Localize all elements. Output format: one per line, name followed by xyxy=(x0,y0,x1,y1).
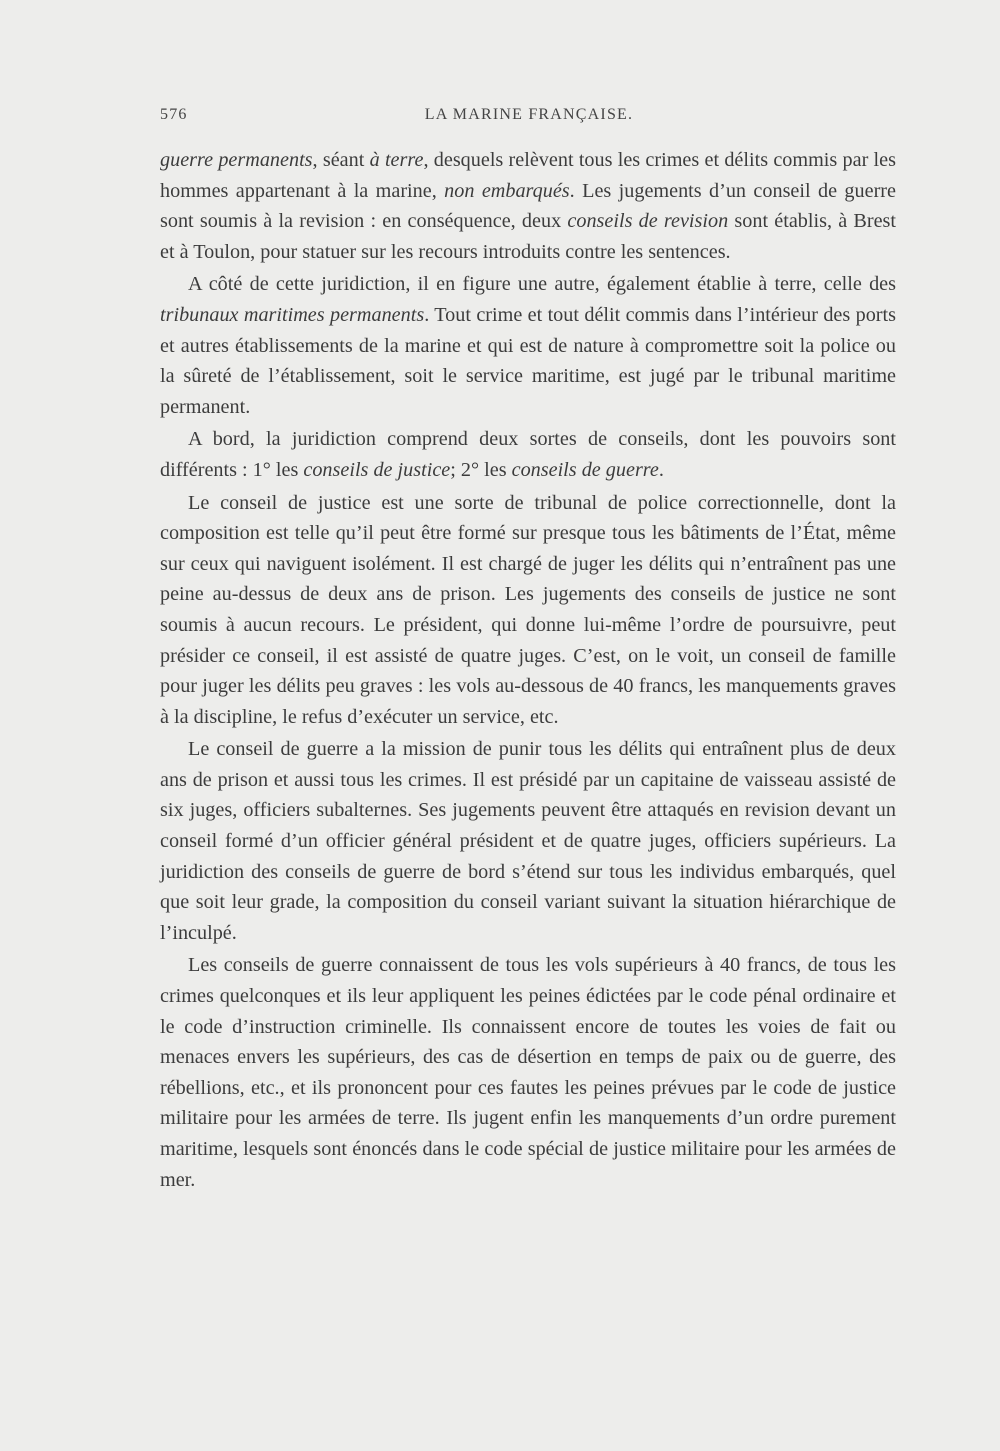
text-run: . xyxy=(658,458,664,481)
paragraph-6 xyxy=(160,950,896,1195)
italic-text: conseils de guerre xyxy=(511,458,659,481)
text-run: A côté de cette juridiction, il en figure une autre, également établie à terre, celle des xyxy=(188,273,896,296)
text-run: A bord, la juridiction comprend deux sortes de conseils, dont les pouvoirs sont différents : 1° les xyxy=(160,428,896,481)
text-run: sont établis, à Brest et à Toulon, pour statuer sur les recours introduits contre les sentences. xyxy=(160,210,896,263)
paragraph-4 xyxy=(160,488,896,733)
text-run: Le conseil de guerre a la mission de punir tous les délits qui entraînent plus de deux ans de prison et aussi tous les crimes. Il est présidé par un capitaine de vaisseau assisté de six juges, officiers subalternes. Ses jugements peuvent être attaqués en revision devant un conseil formé d’un officier général président et de quatre juges, officiers supérieurs. La juridiction des conseils de guerre de bord s’étend sur tous les individus embarqués, quel que soit leur grade, la composition du conseil variant suivant la situation hiérarchique de l’inculpé. xyxy=(160,738,896,944)
body-text xyxy=(160,145,896,1197)
italic-text: conseils de justice xyxy=(303,458,451,481)
paragraph-3 xyxy=(160,424,896,485)
text-run: , desquels relèvent tous les crimes et délits commis par les hommes appartenant à la marine, xyxy=(160,149,896,202)
text-run: . Les jugements d’un conseil de guerre sont soumis à la revision : en conséquence, deux xyxy=(160,179,896,233)
text-run: Le conseil de justice est une sorte de tribunal de police correctionnelle, dont la composition est telle qu’il peut être formé sur presque tous les bâtiments de l’État, même sur ceux qui naviguent isolément. Il est chargé de juger les délits qui n’entraînent pas une peine au-dessus de deux ans de prison. Les jugements des conseils de justice ne sont soumis à aucun recours. Le président, qui donne lui-même l’ordre de poursuivre, peut présider ce conseil, il est assisté de quatre juges. C’est, on le voit, un conseil de famille pour juger les délits peu graves : les vols au-dessous de 40 francs, les manquements graves à la discipline, le refus d’exécuter un service, etc. xyxy=(160,491,896,728)
text-run: . Tout crime et tout délit commis dans l’intérieur des ports et autres établissements de la marine et qui est de nature à compromettre soit la police ou la sûreté de l’établissement, soit le service maritime, est jugé par le tribunal maritime permanent. xyxy=(160,303,896,418)
page-number: 576 xyxy=(160,106,188,123)
italic-text: à terre xyxy=(369,149,424,171)
text-run: Les conseils de guerre connaissent de tous les vols supérieurs à 40 francs, de tous les crimes quelconques et ils leur appliquent les peines édictées par le code pénal ordinaire et le code d’instruction criminelle. Ils connaissent encore de toutes les voies de fait ou menaces envers les supérieurs, des cas de désertion en temps de paix ou de guerre, des rébellions, etc., et ils prononcent pour ces fautes les peines prévues par le code de justice militaire pour les armées de terre. Ils jugent enfin les manquements d’un ordre purement maritime, lesquels sont énoncés dans le code spécial de justice militaire pour les armées de mer. xyxy=(160,954,896,1191)
italic-text: non embarqués xyxy=(444,179,570,202)
text-run: ; 2° les xyxy=(450,458,512,481)
italic-text: guerre permanents xyxy=(160,149,313,171)
paragraph-2 xyxy=(160,269,896,422)
italic-text: conseils de revision xyxy=(567,210,729,233)
page-header xyxy=(160,106,898,130)
italic-text: tribunaux maritimes permanents xyxy=(160,303,425,326)
text-run: , séant xyxy=(312,149,370,171)
paragraph-1 xyxy=(160,145,896,267)
paragraph-5 xyxy=(160,734,896,948)
running-title: LA MARINE FRANÇAISE. xyxy=(424,106,634,123)
